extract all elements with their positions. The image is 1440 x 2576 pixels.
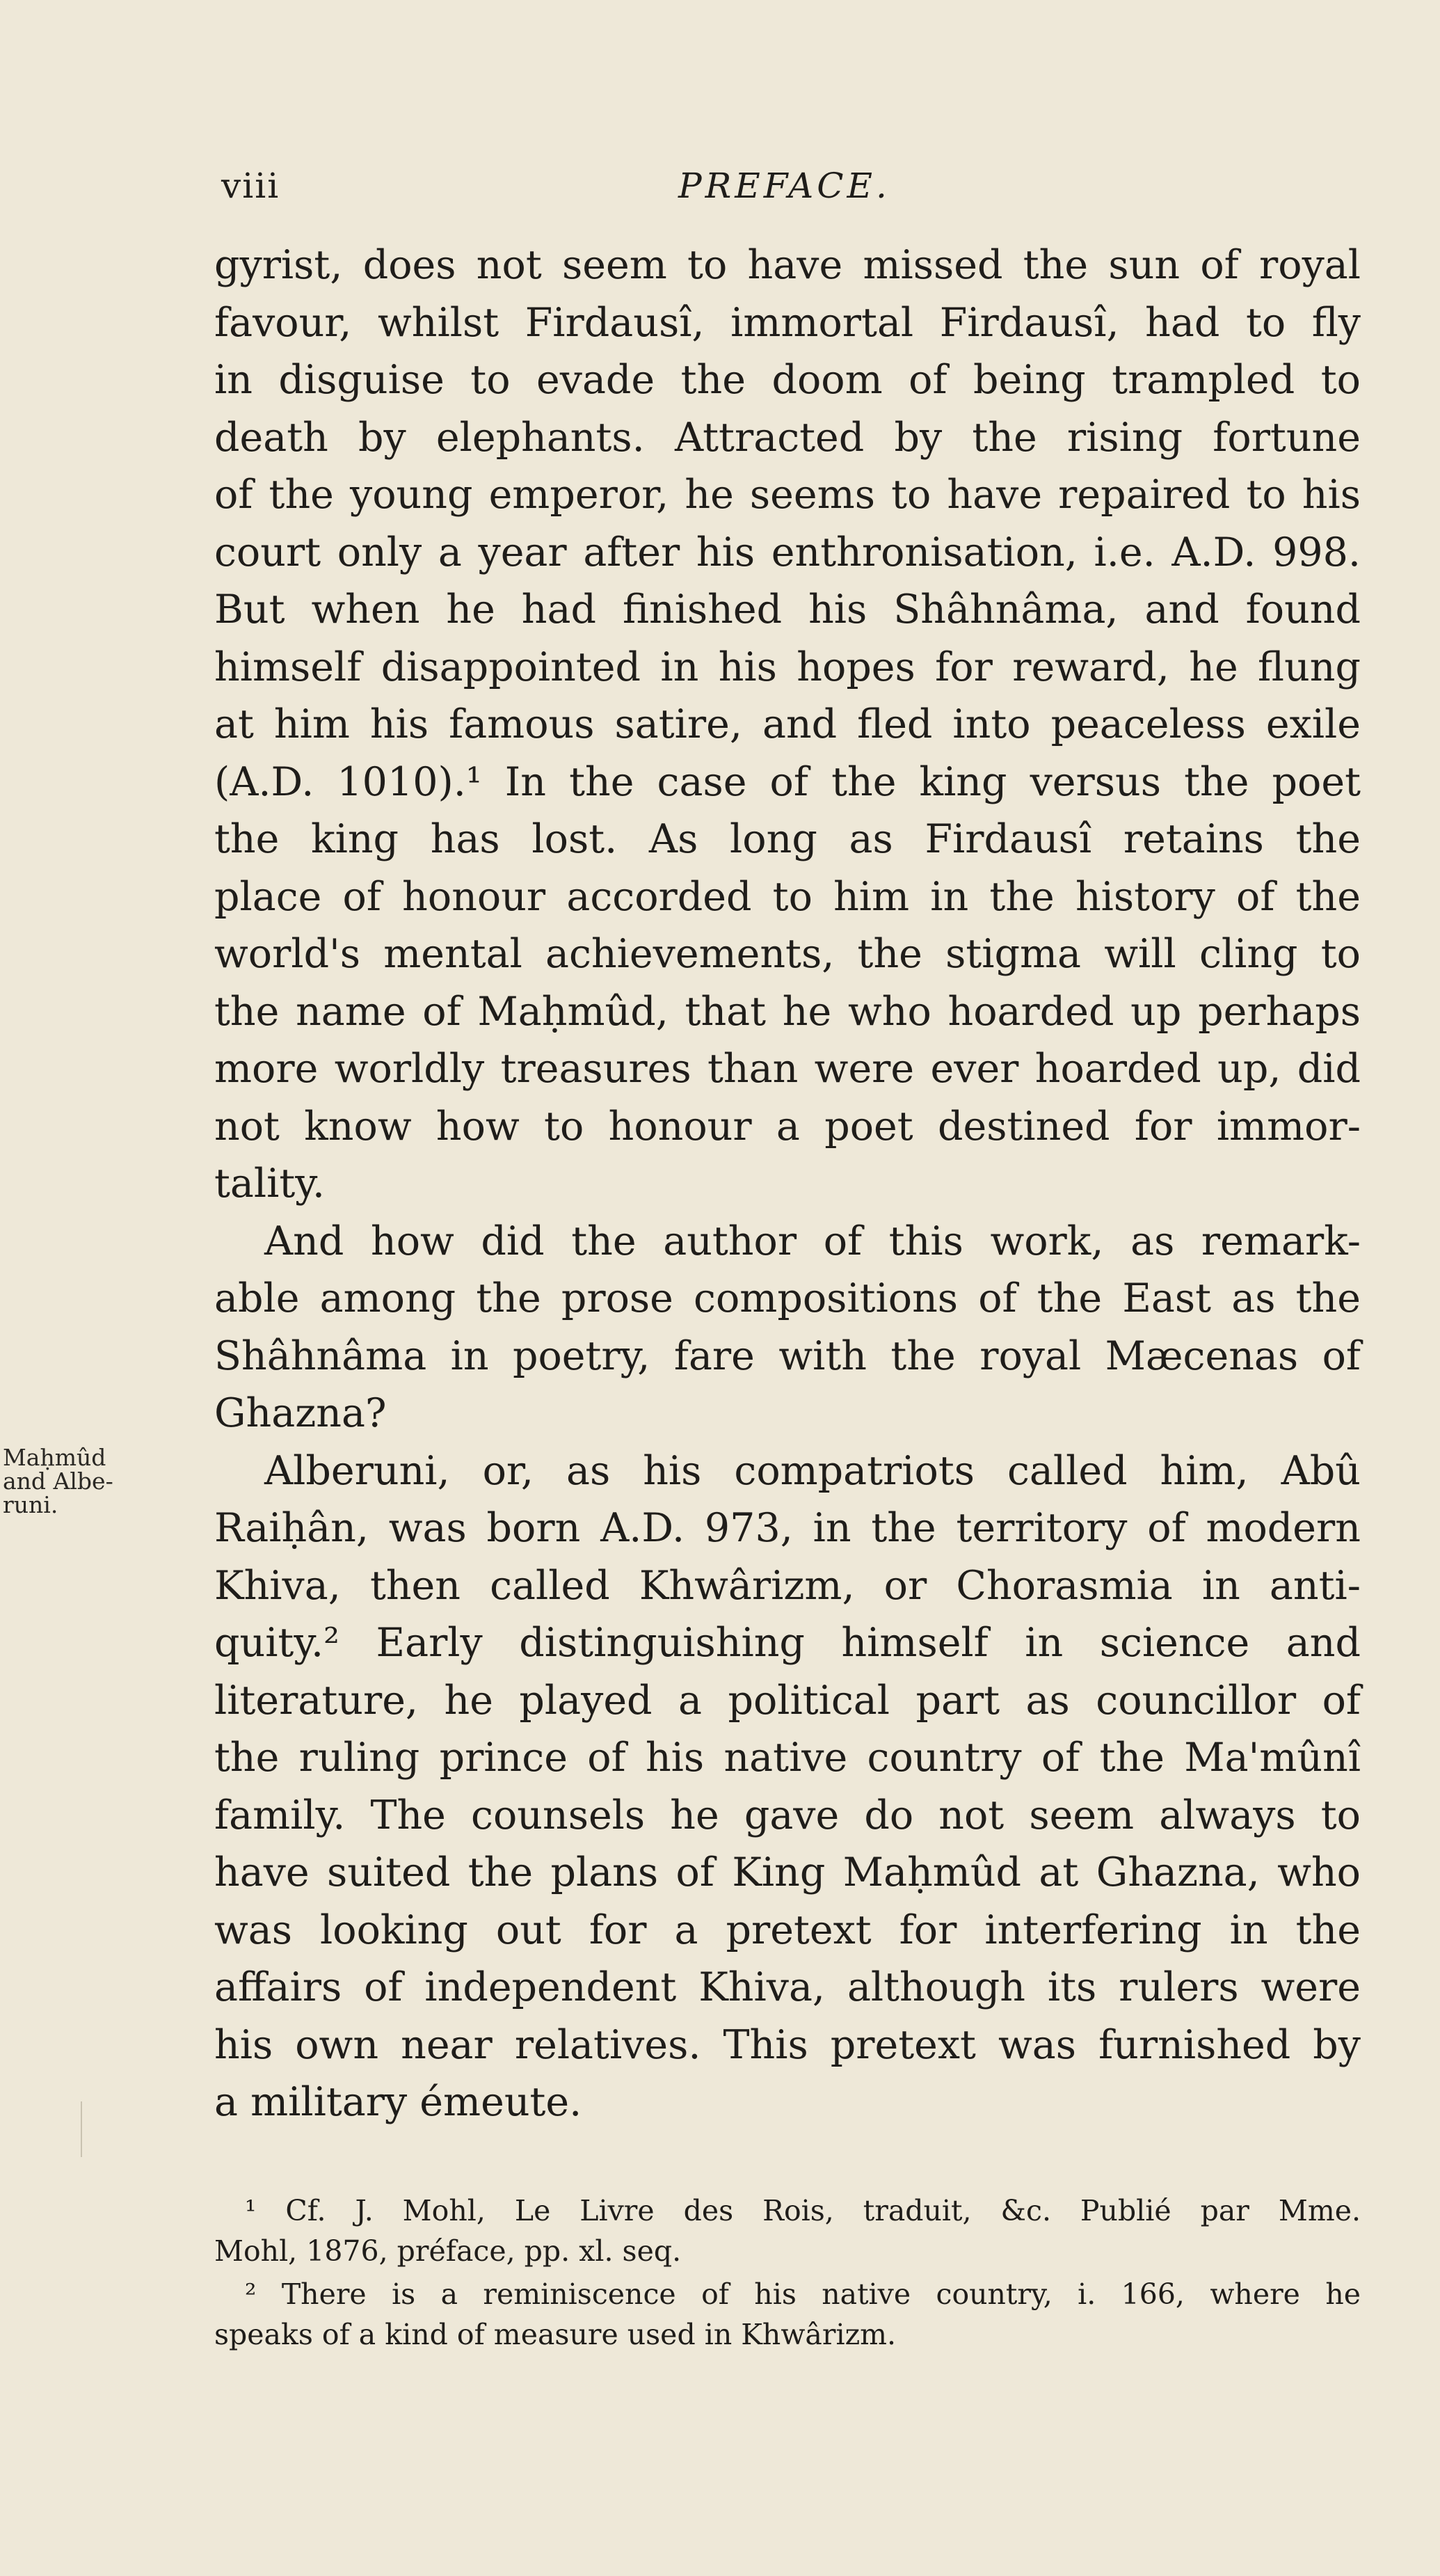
text-line: Raiḥân, was born A.D. 973, in the territory of modern xyxy=(214,1505,1361,1551)
text-line: And how did the author of this work, as remark- xyxy=(264,1218,1361,1264)
text-line: Ghazna? xyxy=(214,1390,387,1436)
text-line: at him his famous satire, and fled into peaceless exile xyxy=(214,701,1361,747)
text-line: a military émeute. xyxy=(214,2079,582,2125)
text-line: was looking out for a pretext for interfering in the xyxy=(214,1907,1361,1953)
text-line: Alberuni, or, as his compatriots called him, Abû xyxy=(264,1447,1361,1494)
text-line: quity.² Early distinguishing himself in science and xyxy=(214,1620,1361,1666)
footnote-line: ² There is a reminiscence of his native country, i. 166, where he xyxy=(245,2277,1361,2311)
text-line: Shâhnâma in poetry, fare with the royal Mæcenas of xyxy=(214,1333,1361,1379)
text-line: But when he had finished his Shâhnâma, and found xyxy=(214,587,1361,633)
text-line: have suited the plans of King Maḥmûd at Ghazna, who xyxy=(214,1850,1361,1895)
text-line: court only a year after his enthronisation, i.e. A.D. 998. xyxy=(214,529,1361,575)
text-line: Khiva, then called Khwârizm, or Chorasmia in anti- xyxy=(214,1562,1361,1609)
page-edge-mark xyxy=(81,2101,82,2157)
margin-note-line: runi. xyxy=(3,1491,58,1518)
text-line: (A.D. 1010).¹ In the case of the king versus the poet xyxy=(214,758,1361,805)
text-line: the ruling prince of his native country of the Ma'mûnî xyxy=(214,1735,1361,1781)
text-line: more worldly treasures than were ever hoarded up, did xyxy=(214,1046,1361,1092)
footnote-line: speaks of a kind of measure used in Khwârizm. xyxy=(214,2318,897,2351)
margin-note xyxy=(3,1446,177,1517)
text-line: tality. xyxy=(214,1161,326,1207)
text-line: not know how to honour a poet destined for immor- xyxy=(214,1103,1361,1150)
text-line: family. The counsels he gave do not seem always to xyxy=(214,1792,1361,1838)
text-line: of the young emperor, he seems to have repaired to his xyxy=(214,472,1361,518)
page-number: viii xyxy=(221,166,280,206)
text-line: place of honour accorded to him in the history of the xyxy=(214,873,1361,920)
footnote-line: ¹ Cf. J. Mohl, Le Livre des Rois, traduit, &c. Publié par Mme. xyxy=(245,2194,1361,2227)
text-line: affairs of independent Khiva, although its rulers were xyxy=(214,1964,1361,2010)
text-line: in disguise to evade the doom of being trampled to xyxy=(214,357,1361,403)
text-line: world's mental achievements, the stigma will cling to xyxy=(214,931,1361,977)
footnote-line: Mohl, 1876, préface, pp. xl. seq. xyxy=(214,2234,682,2268)
text-line: the name of Maḥmûd, that he who hoarded up perhaps xyxy=(214,988,1361,1035)
running-title: PREFACE. xyxy=(678,166,890,206)
body-text xyxy=(214,237,1361,2131)
text-line: able among the prose compositions of the East as the xyxy=(214,1275,1361,1321)
text-line: favour, whilst Firdausî, immortal Firdausî, had to fly xyxy=(214,299,1361,346)
text-line: death by elephants. Attracted by the rising fortune xyxy=(214,414,1361,461)
text-line: himself disappointed in his hopes for reward, he flung xyxy=(214,644,1361,690)
text-line: literature, he played a political part as councillor of xyxy=(214,1677,1361,1724)
footnotes xyxy=(214,2191,1361,2355)
page-header xyxy=(0,166,1440,214)
text-line: gyrist, does not seem to have missed the sun of royal xyxy=(214,242,1361,288)
text-line: the king has lost. As long as Firdausî retains the xyxy=(214,816,1361,862)
margin-note-line: and Albe- xyxy=(3,1468,113,1495)
margin-note-line: Maḥmûd xyxy=(3,1444,106,1471)
text-line: his own near relatives. This pretext was furnished by xyxy=(214,2021,1361,2068)
